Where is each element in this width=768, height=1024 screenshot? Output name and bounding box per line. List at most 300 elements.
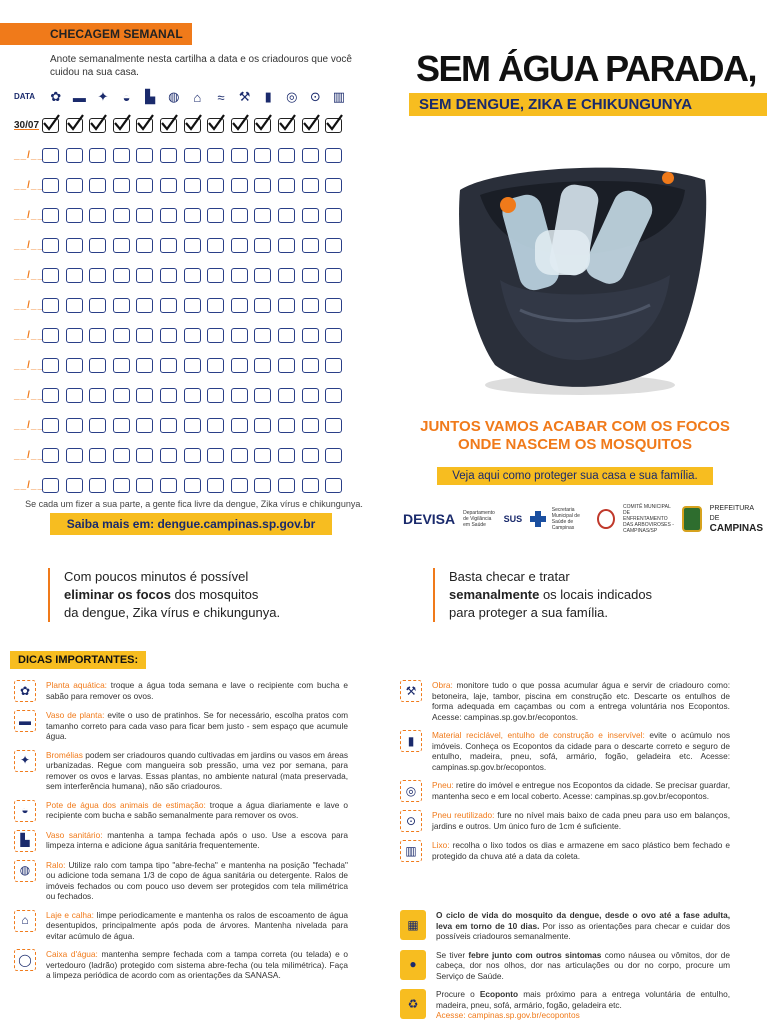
checkbox[interactable] [89, 268, 106, 283]
checkbox[interactable] [325, 238, 342, 253]
checkbox[interactable] [325, 148, 342, 163]
info-pre: Se tiver [436, 949, 469, 960]
checkbox[interactable] [113, 328, 130, 343]
checkbox[interactable] [113, 298, 130, 313]
checkbox[interactable] [325, 328, 342, 343]
tip-item [14, 910, 348, 942]
recyclable-icon: ▮ [400, 730, 422, 752]
checkbox[interactable] [66, 418, 83, 433]
checkbox[interactable] [42, 478, 59, 493]
checkbox[interactable] [231, 268, 248, 283]
checkbox-checked[interactable] [113, 118, 130, 133]
quote-left-post2: da dengue, Zika vírus e chikungunya. [64, 605, 281, 620]
checkbox[interactable] [254, 148, 271, 163]
row-date[interactable]: __/__ [14, 449, 45, 461]
checkbox[interactable] [160, 238, 177, 253]
tip-label: Vaso sanitário: [46, 829, 103, 840]
dicas-info-box [400, 910, 730, 1024]
checkbox[interactable] [184, 268, 201, 283]
sus-logo: SUS [503, 514, 523, 524]
checkbox[interactable] [207, 388, 224, 403]
checkbox[interactable] [207, 448, 224, 463]
construction-icon: ⚒ [238, 89, 251, 104]
row-date[interactable]: __/__ [14, 209, 45, 221]
tip-label: Planta aquática: [46, 680, 107, 690]
checkbox[interactable] [160, 298, 177, 313]
checkbox-checked[interactable] [207, 118, 224, 133]
roof-gutter-icon: ⌂ [14, 910, 36, 932]
tip-text [46, 800, 348, 822]
checkbox[interactable] [136, 298, 153, 313]
quote-right [433, 568, 753, 622]
checkbox[interactable] [278, 478, 295, 493]
checkbox[interactable] [302, 268, 319, 283]
checkbox[interactable] [207, 298, 224, 313]
checkbox[interactable] [136, 388, 153, 403]
trash-bag-illustration [440, 160, 720, 400]
checkbox-checked[interactable] [89, 118, 106, 133]
checkbox[interactable] [184, 208, 201, 223]
checkbox[interactable] [89, 388, 106, 403]
checkbox[interactable] [184, 418, 201, 433]
tip-body: recolha o lixo todos os dias e armazene em saco plástico bem fechado e protegido da chuva até a data da coleta. [432, 840, 730, 861]
tagline-line-1: JUNTOS VAMOS ACABAR COM OS FOCOS [420, 418, 730, 435]
checkbox[interactable] [89, 478, 106, 493]
tip-text [432, 730, 730, 772]
dicas-left-column [14, 680, 348, 989]
row-date[interactable]: __/__ [14, 269, 45, 281]
checkbox[interactable] [278, 268, 295, 283]
info-bold: febre junto com outros sintomas [468, 949, 602, 960]
row-date[interactable]: __/__ [14, 329, 45, 341]
checkbox[interactable] [42, 208, 59, 223]
checkbox[interactable] [207, 418, 224, 433]
checkbox[interactable] [302, 298, 319, 313]
checkbox[interactable] [113, 418, 130, 433]
tire-icon: ◎ [286, 89, 298, 104]
logos-strip [403, 502, 763, 536]
prefeitura-name: CAMPINAS [709, 523, 764, 534]
checkbox[interactable] [207, 478, 224, 493]
prefeitura-logo [710, 504, 763, 534]
pot-icon: ▬ [14, 710, 36, 732]
checkbox[interactable] [66, 478, 83, 493]
tip-item [14, 830, 348, 852]
quote-right-post2: para proteger a sua família. [449, 605, 608, 620]
tip-body: retire do imóvel e entregue nos Ecopontos da cidade. Se precisar guardar, mantenha seco e em local coberto. Acesse: campinas.sp.gov.br/ecopontos. [432, 780, 730, 801]
checkbox[interactable] [231, 178, 248, 193]
checkbox[interactable] [302, 178, 319, 193]
checkbox[interactable] [160, 328, 177, 343]
checkbox[interactable] [160, 478, 177, 493]
checkbox[interactable] [325, 448, 342, 463]
checkbox[interactable] [89, 448, 106, 463]
drain-icon: ◍ [168, 89, 180, 104]
checkbox[interactable] [254, 208, 271, 223]
sus-subtitle: Secretaria Municipal de Saúde de Campinas [551, 507, 580, 531]
head-fever-icon: ● [400, 950, 426, 980]
pot-icon: ▬ [72, 89, 86, 105]
checkbox[interactable] [160, 418, 177, 433]
tip-text [432, 810, 730, 832]
checkbox[interactable] [184, 328, 201, 343]
calendar-icon: ▦ [400, 910, 426, 940]
checkbox[interactable] [136, 478, 153, 493]
checkbox[interactable] [278, 208, 295, 223]
checkbox[interactable] [302, 208, 319, 223]
checkbox[interactable] [66, 298, 83, 313]
checkbox[interactable] [254, 358, 271, 373]
checkbox[interactable] [136, 448, 153, 463]
water-tank-icon: ≈ [217, 89, 225, 105]
tip-item [400, 840, 730, 862]
tip-item [14, 750, 348, 792]
checkbox[interactable] [160, 148, 177, 163]
checkbox[interactable] [325, 478, 342, 493]
checkbox[interactable] [254, 328, 271, 343]
checkbox[interactable] [207, 178, 224, 193]
checkbox[interactable] [231, 238, 248, 253]
tip-item [14, 800, 348, 822]
checkbox[interactable] [278, 178, 295, 193]
checkbox[interactable] [42, 448, 59, 463]
bromeliad-icon: ✦ [97, 89, 109, 104]
tire-icon: ◎ [400, 780, 422, 802]
devisa-subtitle: Departamento de Vigilância em Saúde [463, 510, 495, 528]
checkbox[interactable] [184, 238, 201, 253]
checkbox-checked[interactable] [42, 118, 59, 133]
checklist-intro: Anote semanalmente nesta cartilha a data e os criadouros que você cuidou na sua casa. [50, 54, 352, 78]
quote-right-post1: os locais indicados [539, 587, 653, 602]
tip-body: limpe periodicamente e mantenha os ralos de escoamento de água desentupidos, principalmente após poda de árvores. Mantenha nivelada para evitar acúmulo de água. [46, 909, 349, 941]
checkbox[interactable] [66, 208, 83, 223]
tip-label: Lixo: [432, 840, 450, 850]
checkbox-checked[interactable] [325, 118, 342, 133]
checkbox[interactable] [89, 328, 106, 343]
checkbox[interactable] [66, 328, 83, 343]
sus-cross-icon [530, 511, 544, 527]
checkbox[interactable] [302, 448, 319, 463]
checkbox[interactable] [42, 388, 59, 403]
row-date[interactable]: __/__ [14, 419, 45, 431]
tip-body: evite o acúmulo nos imóveis. Conheça os Ecopontos da cidade para o descarte correto e seguro de entulho, madeira, pneu, sofá, armário, fogão, geladeira etc. Acesse: campinas.sp.gov.br/ecopontos. [432, 730, 730, 772]
checkbox[interactable] [113, 148, 130, 163]
checklist-row [0, 380, 380, 410]
checklist-row [0, 440, 380, 470]
checkbox[interactable] [66, 388, 83, 403]
checkbox[interactable] [231, 148, 248, 163]
tip-label: Laje e calha: [46, 909, 94, 920]
checkbox[interactable] [207, 358, 224, 373]
checkbox[interactable] [278, 328, 295, 343]
comite-label: COMITÊ MUNICIPAL DE ENFRENTAMENTO DAS ARBOVIROSES - CAMPINAS/SP [623, 504, 674, 534]
quote-right-pre: Basta checar e tratar [449, 569, 570, 584]
checkbox[interactable] [207, 148, 224, 163]
row-date[interactable]: 30/07 [14, 119, 40, 131]
info-text [436, 989, 730, 1021]
tip-item [400, 730, 730, 772]
row-date[interactable]: __/__ [14, 389, 45, 401]
checkbox[interactable] [325, 298, 342, 313]
tip-label: Pneu: [432, 780, 454, 790]
checkbox[interactable] [184, 478, 201, 493]
checkbox[interactable] [136, 148, 153, 163]
cta-banner: Veja aqui como proteger sua casa e sua família. [437, 467, 713, 485]
tip-body: monitore tudo o que possa acumular água e servir de criadouro como: betoneira, laje, tambor, piscina em construção etc. Descarte os entulhos de forma adequada em caçambas ou com a entrega voluntária nos Ecopontos. Acesse: campinas.sp.gov.br/ecopontos. [432, 680, 730, 722]
checklist-row [0, 110, 380, 140]
checkbox[interactable] [89, 208, 106, 223]
row-date[interactable]: __/__ [14, 239, 45, 251]
trash-bag-image [440, 160, 720, 400]
checkbox[interactable] [325, 358, 342, 373]
checkbox[interactable] [160, 208, 177, 223]
checkbox[interactable] [66, 178, 83, 193]
checkbox[interactable] [207, 268, 224, 283]
checkbox[interactable] [89, 238, 106, 253]
checkbox[interactable] [42, 418, 59, 433]
checkbox[interactable] [136, 328, 153, 343]
checkbox[interactable] [89, 148, 106, 163]
checklist-row [0, 200, 380, 230]
tip-body: troque a água toda semana e lave o recipiente com bucha e sabão para remover os ovos. [46, 680, 348, 701]
recyclable-icon: ▮ [264, 89, 272, 104]
checkbox[interactable] [231, 298, 248, 313]
checkbox[interactable] [325, 268, 342, 283]
checkbox-checked[interactable] [231, 118, 248, 133]
checkbox[interactable] [254, 388, 271, 403]
checkbox[interactable] [160, 448, 177, 463]
checkbox[interactable] [42, 358, 59, 373]
ecopontos-link[interactable]: Acesse: campinas.sp.gov.br/ecopontos [436, 1010, 580, 1020]
tip-item [400, 780, 730, 802]
checkbox[interactable] [136, 418, 153, 433]
pet-bowl-icon: ◒ [122, 89, 131, 105]
checkbox[interactable] [325, 208, 342, 223]
checkbox[interactable] [113, 268, 130, 283]
checkbox-checked[interactable] [302, 118, 319, 133]
info-item [400, 910, 730, 942]
checkbox[interactable] [113, 358, 130, 373]
checkbox[interactable] [302, 478, 319, 493]
checkbox[interactable] [136, 268, 153, 283]
row-date[interactable]: __/__ [14, 179, 45, 191]
info-text [436, 950, 730, 982]
flower-icon: ✿ [50, 89, 62, 104]
checkbox[interactable] [160, 178, 177, 193]
checkbox[interactable] [254, 418, 271, 433]
checkbox[interactable] [184, 448, 201, 463]
tip-text [432, 780, 730, 802]
row-date[interactable]: __/__ [14, 479, 45, 491]
recycle-icon: ♻ [400, 989, 426, 1019]
checkbox[interactable] [302, 238, 319, 253]
tip-item [14, 949, 348, 981]
info-body: como náusea ou vômitos, dor de cabeça, dor nos olhos, dor nas articulações ou dor no corpo, procure um Serviço de Saúde. [436, 949, 730, 981]
headline: SEM ÁGUA PARADA, [416, 48, 757, 89]
checkbox[interactable] [254, 268, 271, 283]
checkbox[interactable] [89, 418, 106, 433]
checkbox[interactable] [66, 268, 83, 283]
checkbox[interactable] [231, 328, 248, 343]
checkbox[interactable] [42, 148, 59, 163]
bromeliad-icon: ✦ [14, 750, 36, 772]
checkbox-checked[interactable] [160, 118, 177, 133]
flower-icon: ✿ [14, 680, 36, 702]
checkbox[interactable] [302, 148, 319, 163]
checklist-footnote: Se cada um fizer a sua parte, a gente fica livre da dengue, Zika vírus e chikungunya. [25, 499, 363, 509]
dicas-title: DICAS IMPORTANTES: [10, 651, 146, 669]
tip-text [46, 750, 348, 792]
checkbox[interactable] [184, 388, 201, 403]
checkbox[interactable] [113, 388, 130, 403]
checkbox[interactable] [160, 268, 177, 283]
checkbox[interactable] [278, 148, 295, 163]
tip-body: troque a água diariamente e lave o recipiente com bucha e sabão semanalmente para remover os ovos. [46, 799, 348, 820]
checkbox[interactable] [136, 208, 153, 223]
toilet-icon: ▙ [145, 89, 156, 104]
tip-body: fure no nível mais baixo de cada pneu para uso em balanços, jardins e outros. Um único furo de 1cm é suficiente. [432, 810, 730, 831]
checkbox-checked[interactable] [136, 118, 153, 133]
checkbox-checked[interactable] [66, 118, 83, 133]
checkbox[interactable] [254, 448, 271, 463]
info-bold: O ciclo de vida do mosquito da dengue, desde o ovo até a fase adulta, leva em torno de 10 dias. [436, 910, 730, 931]
checkbox[interactable] [325, 388, 342, 403]
checkbox[interactable] [231, 388, 248, 403]
checkbox[interactable] [325, 418, 342, 433]
checkbox[interactable] [89, 298, 106, 313]
checkbox[interactable] [136, 358, 153, 373]
tip-item [14, 680, 348, 702]
tip-text [46, 830, 348, 852]
checkbox[interactable] [278, 358, 295, 373]
checkbox[interactable] [184, 358, 201, 373]
tip-text [46, 949, 348, 981]
checkbox[interactable] [302, 328, 319, 343]
checkbox[interactable] [302, 388, 319, 403]
checkbox[interactable] [42, 298, 59, 313]
checkbox[interactable] [231, 358, 248, 373]
prefeitura-top: PREFEITURA DE [709, 505, 754, 522]
tip-text [46, 860, 348, 902]
checklist-row [0, 140, 380, 170]
checkbox[interactable] [278, 388, 295, 403]
roof-gutter-icon: ⌂ [193, 89, 202, 105]
row-date[interactable]: __/__ [14, 149, 45, 161]
checkbox[interactable] [254, 178, 271, 193]
checkbox[interactable] [113, 208, 130, 223]
checkbox[interactable] [66, 448, 83, 463]
checkbox[interactable] [231, 208, 248, 223]
row-date[interactable]: __/__ [14, 359, 45, 371]
info-text [436, 910, 730, 942]
tip-label: Caixa d'água: [46, 949, 98, 959]
checkbox[interactable] [278, 238, 295, 253]
saiba-mais-link[interactable]: Saiba mais em: dengue.campinas.sp.gov.br [50, 513, 332, 535]
reused-tire-icon: ⊙ [400, 810, 422, 832]
checkbox[interactable] [42, 268, 59, 283]
checkbox[interactable] [254, 298, 271, 313]
trash-icon: ▥ [332, 89, 346, 104]
tip-item [400, 680, 730, 722]
checkbox[interactable] [66, 238, 83, 253]
quote-left [48, 568, 368, 622]
checkbox-checked[interactable] [278, 118, 295, 133]
checkbox[interactable] [42, 178, 59, 193]
tip-item [14, 860, 348, 902]
checkbox[interactable] [231, 478, 248, 493]
checkbox[interactable] [207, 328, 224, 343]
checkbox[interactable] [207, 238, 224, 253]
checklist-row [0, 260, 380, 290]
pet-bowl-icon: ◒ [14, 800, 36, 822]
checkbox-checked[interactable] [184, 118, 201, 133]
checkbox[interactable] [42, 328, 59, 343]
info-pre: Procure o [436, 989, 480, 999]
tip-item [14, 710, 348, 742]
checkbox[interactable] [184, 148, 201, 163]
tip-body: evite o uso de pratinhos. Se for necessário, escolha pratos com tamanho correto para cada vaso para ficar bem justo - sem espaço que acumule água. [46, 710, 348, 741]
checkbox-checked[interactable] [254, 118, 271, 133]
checkbox[interactable] [184, 298, 201, 313]
tip-text [46, 680, 348, 702]
tip-label: Obra: [432, 680, 453, 690]
checklist-row [0, 350, 380, 380]
checkbox[interactable] [66, 358, 83, 373]
info-item [400, 950, 730, 982]
checkbox[interactable] [207, 208, 224, 223]
checkbox[interactable] [89, 178, 106, 193]
checkbox[interactable] [254, 478, 271, 493]
tip-label: Pote de água dos animais de estimação: [46, 799, 206, 810]
checkbox[interactable] [136, 238, 153, 253]
subheadline: SEM DENGUE, ZIKA E CHIKUNGUNYA [409, 93, 767, 116]
checkbox[interactable] [160, 358, 177, 373]
checkbox[interactable] [89, 358, 106, 373]
checkbox[interactable] [113, 238, 130, 253]
checkbox[interactable] [160, 388, 177, 403]
info-item [400, 989, 730, 1021]
devisa-logo: DEVISA [403, 511, 456, 527]
checkbox[interactable] [113, 448, 130, 463]
drain-icon: ◍ [14, 860, 36, 882]
checkbox[interactable] [66, 148, 83, 163]
tip-label: Bromélias [46, 749, 83, 760]
checkbox[interactable] [278, 298, 295, 313]
checkbox[interactable] [278, 418, 295, 433]
comite-seal-icon [597, 509, 615, 529]
checkbox[interactable] [231, 448, 248, 463]
info-bold: Ecoponto [479, 989, 519, 999]
checklist-grid [0, 110, 380, 500]
checkbox[interactable] [136, 178, 153, 193]
checkbox[interactable] [302, 358, 319, 373]
checkbox[interactable] [325, 178, 342, 193]
checkbox[interactable] [278, 448, 295, 463]
checkbox[interactable] [184, 178, 201, 193]
tip-text [432, 680, 730, 722]
checkbox[interactable] [42, 238, 59, 253]
date-header: DATA [14, 92, 36, 101]
quote-left-pre: Com poucos minutos é possível [64, 569, 249, 584]
checkbox[interactable] [302, 418, 319, 433]
checkbox[interactable] [113, 178, 130, 193]
row-date[interactable]: __/__ [14, 299, 45, 311]
checkbox[interactable] [113, 478, 130, 493]
dicas-right-column [400, 680, 730, 870]
trash-icon: ▥ [400, 840, 422, 862]
checkbox[interactable] [231, 418, 248, 433]
checkbox[interactable] [254, 238, 271, 253]
